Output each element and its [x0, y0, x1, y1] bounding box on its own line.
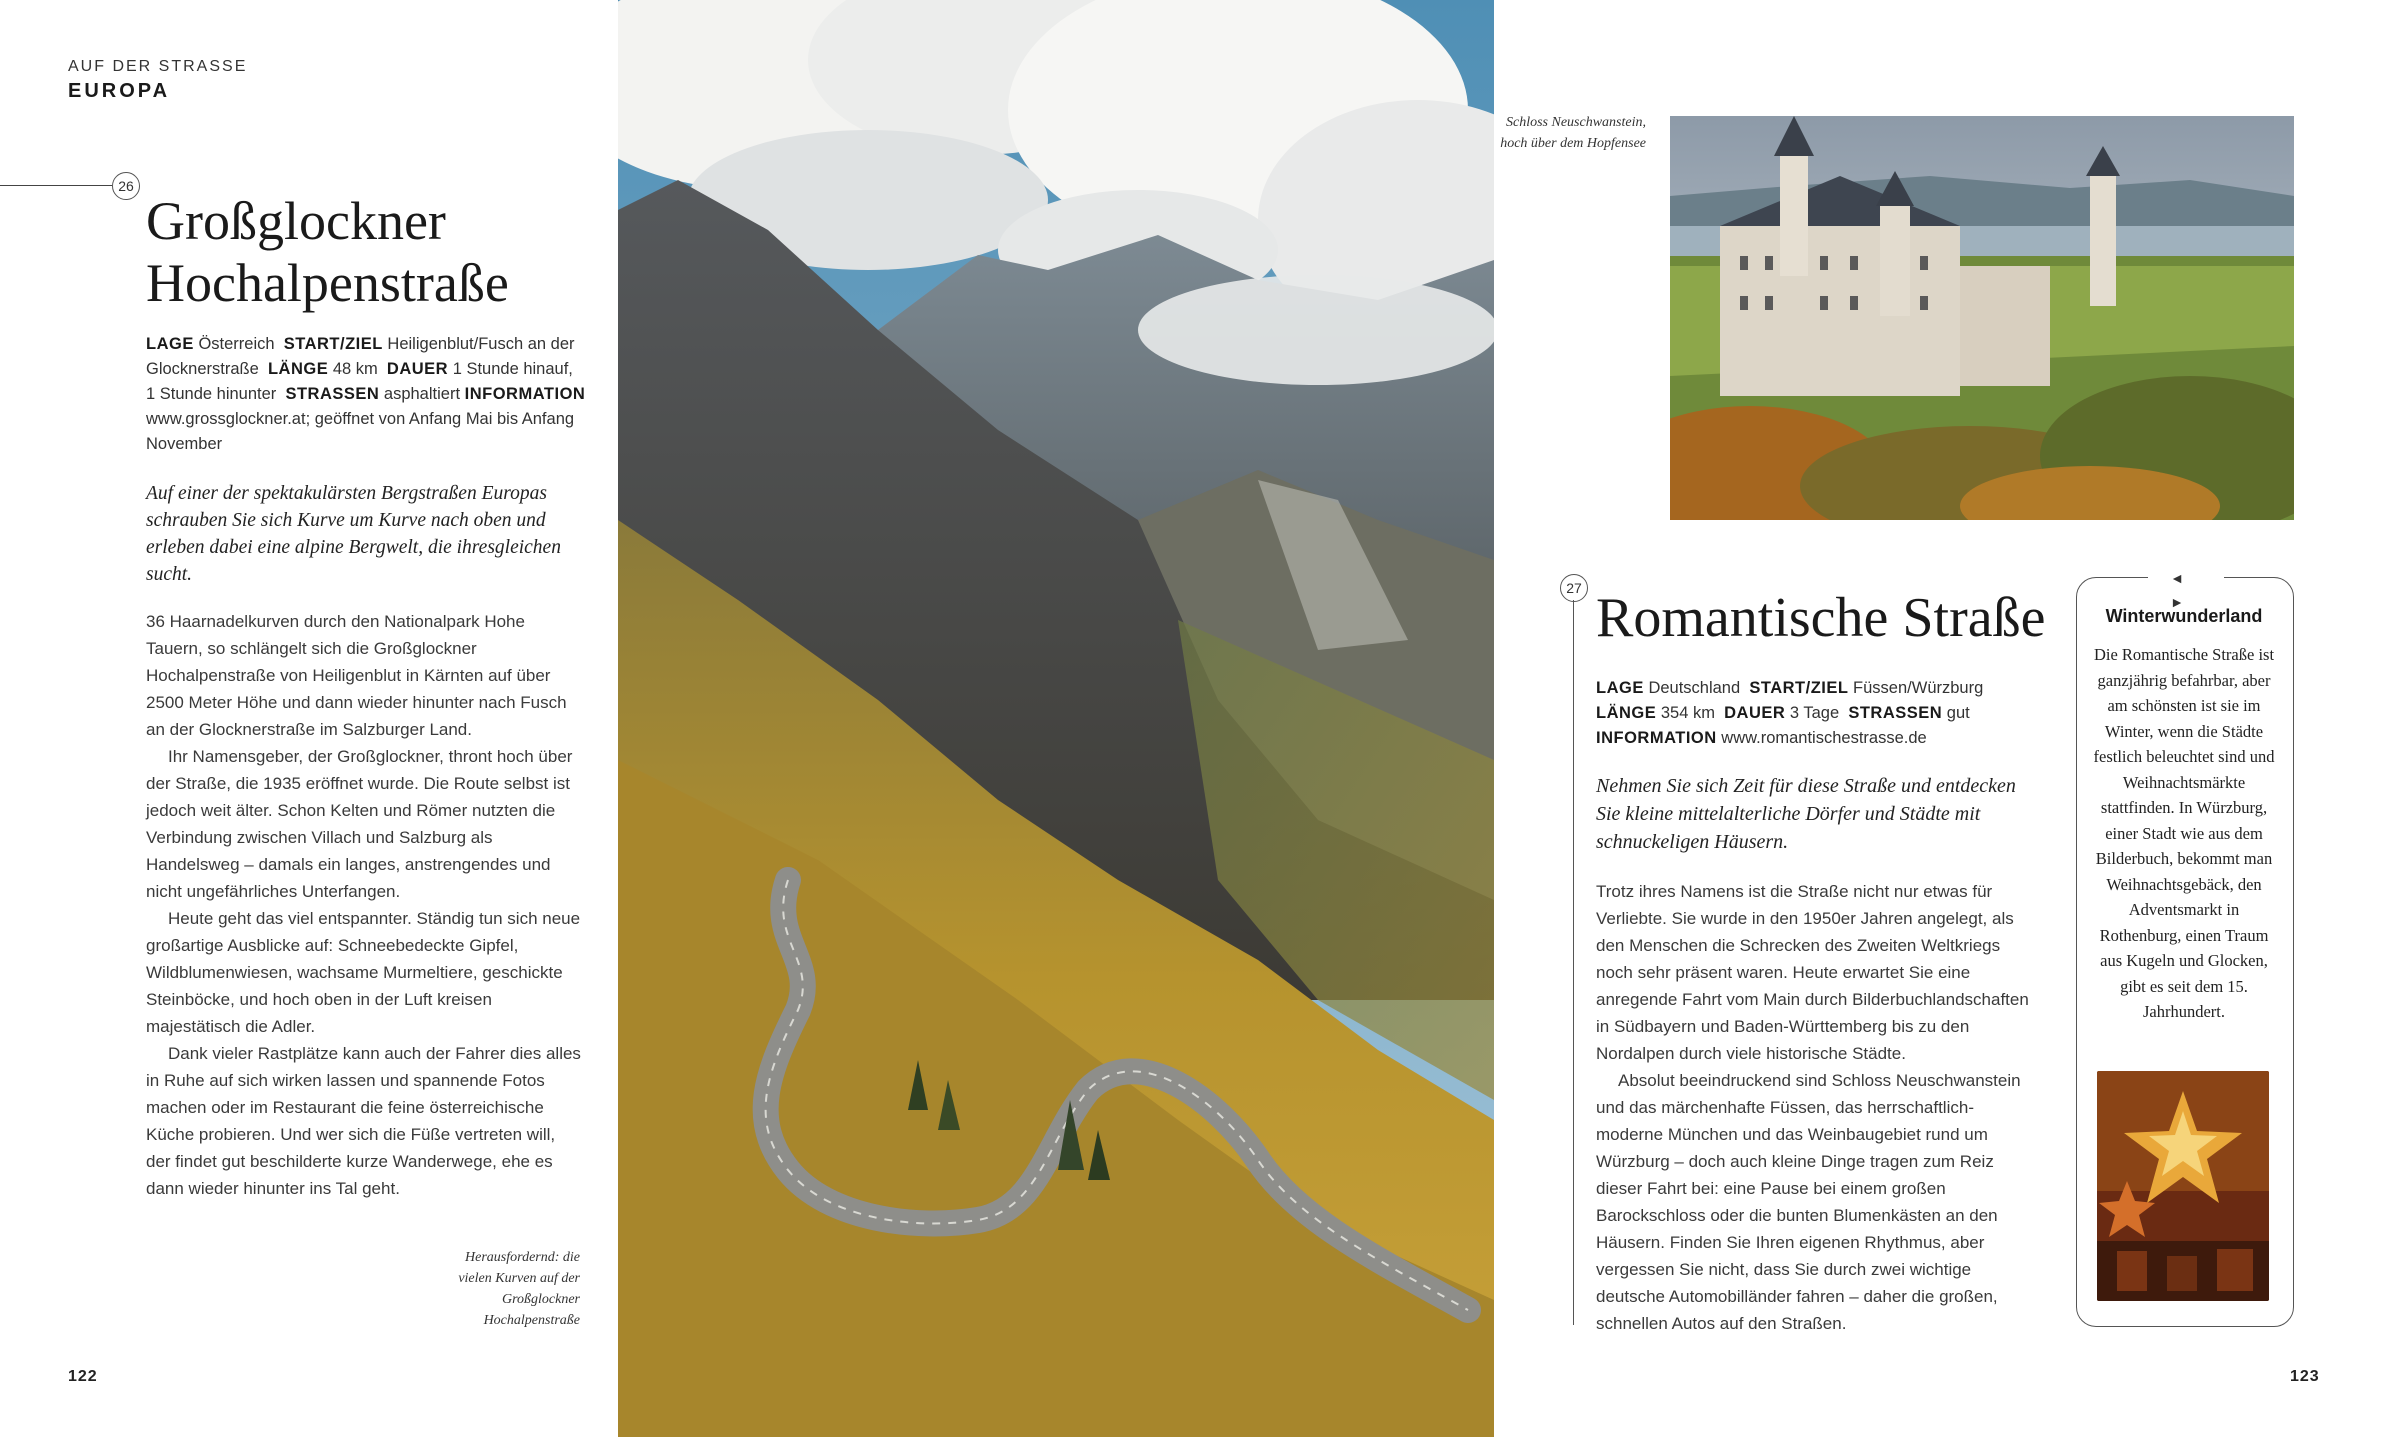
photo-caption-mountain: Herausfordernd: die vielen Kurven auf der Großglockner Hochalpenstraße [458, 1250, 580, 1328]
fact-strassen: asphaltiert [383, 385, 461, 403]
fact-label-laenge: LÄNGE [267, 360, 329, 378]
body-paragraph: 36 Haarnadelkurven durch den Nationalpark Hohe Tauern, so schlängelt sich die Großglockner Hochalpenstraße von Heiligenblut in Kärnten auf über 2500 Meter Höhe und dann wieder hinunter nach Fusch an der Glocknerstraße im Salzburger Land. [146, 612, 567, 739]
body-text [146, 608, 582, 1202]
facts-block-right [1596, 676, 2036, 751]
page-number-right: 123 [2290, 1368, 2320, 1385]
fact-dauer: 3 Tage [1789, 704, 1840, 722]
christmas-market-photo [2097, 1071, 2269, 1301]
fact-label-start: START/ZIEL [1749, 679, 1849, 697]
body-paragraph: Trotz ihres Namens ist die Straße nicht nur etwas für Verliebte. Sie wurde in den 1950er Jahren angelegt, als den Menschen die Schrecken des Zweiten Weltkriegs noch sehr präsent waren. Heute erwartet Sie eine anregende Fahrt vom Main durch Bilderbuchlandschaften in Südbayern und Baden-Württemberg bis zu den Nordalpen durch viele historische Städte. [1596, 882, 2029, 1063]
castle-photo [1670, 116, 2294, 520]
fact-start: Heiligenblut/Fusch an der Glocknerstraße [146, 335, 575, 378]
fact-label-laenge: LÄNGE [1596, 704, 1657, 722]
photo-caption-castle: Schloss Neuschwanstein, hoch über dem Hopfensee [1500, 115, 1646, 151]
section-title: EUROPA [68, 80, 171, 102]
facts-block [146, 332, 586, 457]
fact-label-start: START/ZIEL [283, 335, 383, 353]
fact-info: www.romantischestrasse.de [1721, 729, 1927, 747]
fact-label-info: INFORMATION [464, 385, 586, 403]
fact-label-dauer: DAUER [1724, 704, 1786, 722]
fact-laenge: 354 km [1660, 704, 1715, 722]
body-paragraph: Dank vieler Rastplätze kann auch der Fahrer dies alles in Ruhe auf sich wirken lassen und spannende Fotos machen oder im Restaurant die feine österreichische Küche probieren. Und wer sich die Füße vertreten will, der findet gut beschilderte kurze Wanderwege, ehe es dann wieder hinunter ins Tal geht. [146, 1044, 581, 1198]
mountain-road-photo [618, 0, 1494, 1437]
fact-label-strassen: STRASSEN [285, 385, 380, 403]
fact-lage: Deutschland [1648, 679, 1741, 697]
fact-laenge: 48 km [332, 360, 378, 378]
section-kicker: AUF DER STRASSE [68, 58, 248, 75]
entry-rule [0, 185, 112, 186]
body-paragraph: Ihr Namensgeber, der Großglockner, thront hoch über der Straße, die 1935 eröffnet wurde. Die Route selbst ist jedoch weit älter. Schon Kelten und Römer nutzten die Verbindung zwischen Villach und Salzburg als Handelsweg – damals ein langes, anstrengendes und nicht ungefährliches Unterfangen. [146, 747, 573, 901]
page-title [146, 190, 616, 314]
lead-paragraph: Auf einer der spektakulärsten Bergstraßen Europas schrauben Sie sich Kurve um Kurve nach oben und erleben dabei eine alpine Bergwelt, die ihresgleichen sucht. [146, 483, 561, 585]
fact-dauer: 1 Stunde hinauf, 1 Stunde hinunter [146, 360, 573, 403]
entry-number-badge: 27 [1560, 574, 1588, 602]
entry-number-badge: 26 [112, 172, 140, 200]
fact-label-strassen: STRASSEN [1848, 704, 1943, 722]
sidebar-arrows-icon: ◄ ► [2148, 566, 2224, 590]
page-number-left: 122 [68, 1368, 98, 1385]
fact-strassen: gut [1946, 704, 1970, 722]
title-line-2: Hochalpenstraße [146, 253, 509, 313]
fact-start: Füssen/Würzburg [1853, 679, 1984, 697]
fact-label-info: INFORMATION [1596, 729, 1717, 747]
body-paragraph: Heute geht das viel entspannter. Ständig tun sich neue großartige Ausblicke auf: Schneebedeckte Gipfel, Wildblumenwiesen, wachsame Murmeltiere, geschickte Steinböcke, und hoch oben in der Luft kreisen majestätisch die Adler. [146, 909, 581, 1036]
sidebar-text: Die Romantische Straße ist ganzjährig befahrbar, aber am schönsten ist sie im Winter, wenn die Städte festlich beleuchtet sind und Weihnachtsmärkte stattfinden. In Würzburg, einer Stadt wie aus dem Bilderbuch, bekommt man Weihnachtsgebäck, den Adventsmarkt in Rothenburg, einen Traum aus Kugeln und Glocken, gibt es seit dem 15. Jahrhundert. [2093, 645, 2275, 1021]
entry-rule-vertical [1573, 600, 1574, 1325]
fact-label-dauer: DAUER [386, 360, 449, 378]
fact-lage: Österreich [198, 335, 275, 353]
sidebar-heading: Winterwunderland [2105, 606, 2263, 626]
fact-label-lage: LAGE [1596, 679, 1644, 697]
body-paragraph: Absolut beeindruckend sind Schloss Neuschwanstein und das märchenhafte Füssen, das herrschaftlich-moderne München und das Weinbaugebiet rund um Würzburg – doch auch kleine Dinge tragen zum Reiz dieser Fahrt bei: eine Pause bei einem großen Barockschloss oder die bunten Blumenkästen an den Häusern. Finden Sie Ihren eigenen Rhythmus, aber vergessen Sie nicht, dass Sie durch zwei wichtige deutsche Automobilländer fahren – daher die großen, schnellen Autos auf den Straßen. [1596, 1071, 2021, 1333]
fact-label-lage: LAGE [146, 335, 194, 353]
page-title-right: Romantische Straße [1596, 587, 2046, 649]
lead-paragraph-right: Nehmen Sie sich Zeit für diese Straße und entdecken Sie kleine mittelalterliche Dörfer und Städte mit schnuckeligen Häusern. [1596, 775, 2016, 853]
fact-info: www.grossglockner.at; geöffnet von Anfang Mai bis Anfang November [146, 410, 575, 453]
title-line-1: Großglockner [146, 191, 446, 251]
body-text-right [1596, 878, 2036, 1337]
